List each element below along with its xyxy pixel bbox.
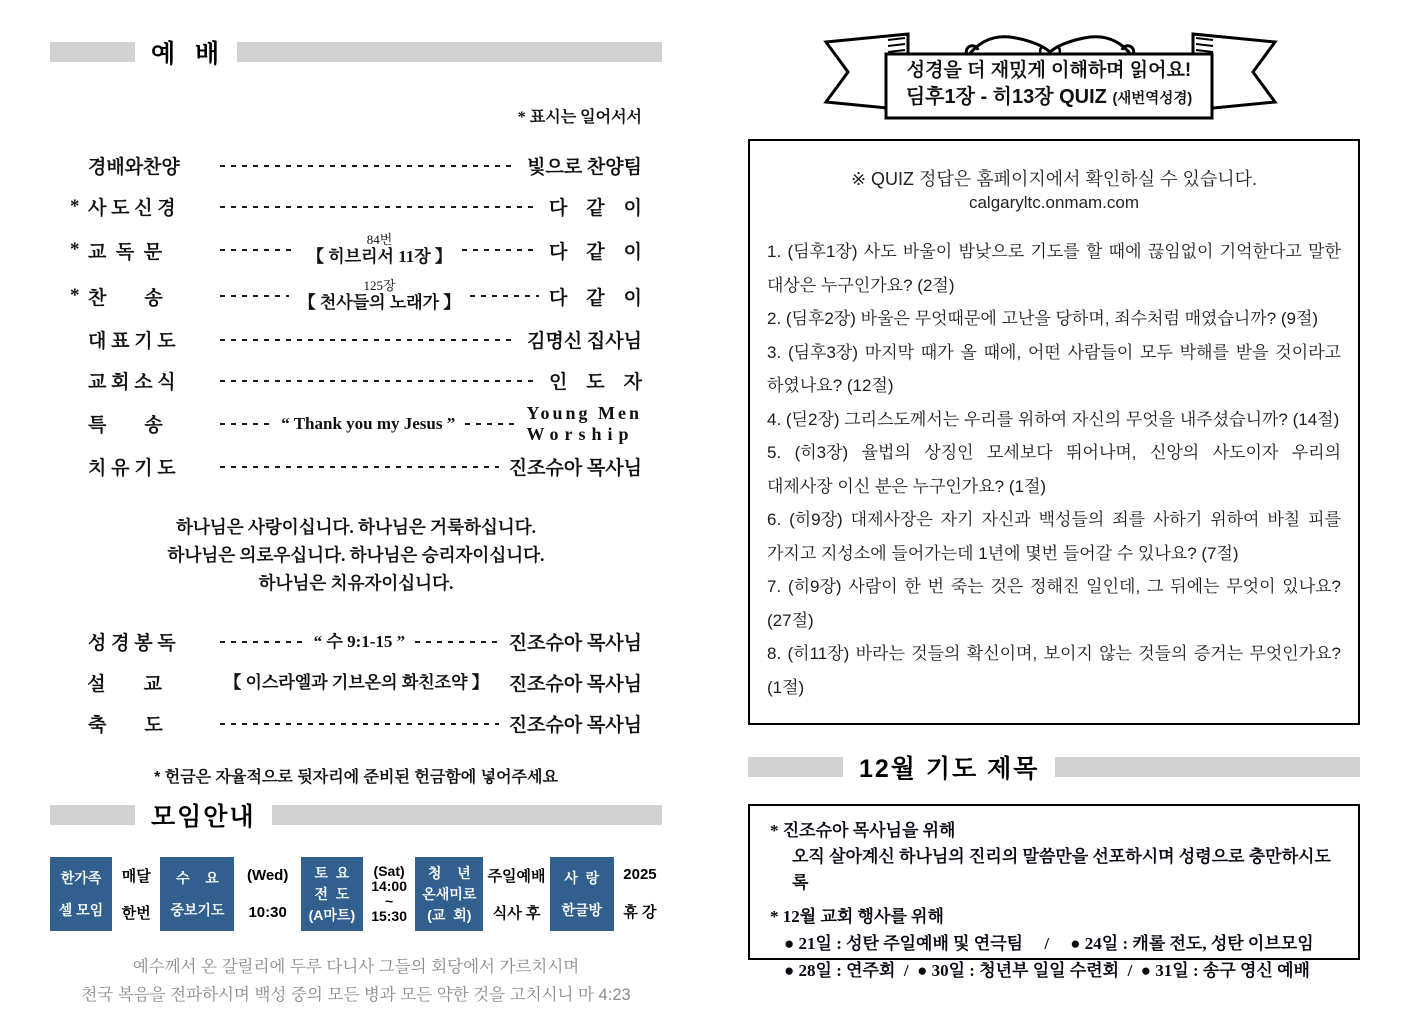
schedule-box-youth-group	[415, 857, 483, 931]
prayer-item1-body: 오직 살아계신 하나님의 진리의 말씀만을 선포하시며 성령으로 충만하시도록	[792, 847, 1331, 892]
prayer-box	[748, 804, 1360, 980]
worship-item-detail	[281, 414, 455, 434]
leader-dashes	[220, 295, 289, 297]
worship-item-value	[527, 403, 643, 445]
schedule-note-line: ~	[385, 893, 394, 909]
worship-order	[70, 104, 642, 744]
leader-dashes	[220, 206, 539, 208]
schedule-note-line: 15:30	[371, 908, 407, 924]
schedule-box-line: (A마트)	[308, 907, 356, 924]
worship-item-detail	[299, 279, 461, 313]
leader-dashes	[220, 380, 539, 382]
worship-item-value: 인 도 자	[548, 372, 642, 393]
worship-row-sermon	[70, 662, 642, 703]
performer-line2: Worship	[526, 423, 635, 444]
schedule-box-line: 온새미로	[422, 885, 477, 902]
worship-item-label: 교 회 소 식	[88, 372, 176, 393]
sermon-title: 【 이스라엘과 기브온의 화친조약 】	[224, 672, 489, 692]
meeting-schedule	[50, 857, 662, 931]
performer-line1: Young Men	[526, 402, 643, 423]
schedule-note-saturday-evangelism	[367, 857, 411, 931]
schedule-note-line: 14:00	[371, 878, 407, 894]
song-title: “ Thank you my Jesus ”	[281, 413, 456, 433]
worship-item-label: 치 유 기 도	[88, 458, 176, 479]
leader-dashes	[462, 249, 539, 251]
worship-row-special-song	[70, 401, 642, 446]
schedule-note-line: 2025	[623, 866, 657, 883]
reading-title: 【 히브리서 11장 】	[307, 247, 452, 266]
stand-marker: *	[70, 239, 80, 260]
hymn-number: 84번	[366, 232, 393, 247]
stand-marker: *	[70, 285, 80, 306]
verse-line: 천국 복음을 전파하시며 백성 중의 모든 병과 모든 약한 것을 고치시니 마 4:23	[81, 986, 631, 1004]
worship-item-label: 성 경 봉 독	[88, 633, 176, 654]
leader-dashes	[220, 339, 517, 341]
stand-note: * 표시는 일어서서	[517, 109, 642, 126]
hymn-number: 125장	[363, 278, 396, 293]
leader-dashes	[415, 641, 499, 643]
leader-dashes	[220, 249, 297, 251]
prayer-item2-line2: ● 28일 : 연주회 / ● 30일 : 청년부 일일 수련회 / ● 31일 : 송구 영신 예배	[784, 961, 1310, 980]
worship-item-label: 특 송	[88, 415, 163, 436]
verse-line: 예수께서 온 갈릴리에 두루 다니사 그들의 회당에서 가르치시며	[132, 958, 580, 976]
schedule-note-line: 매달	[121, 868, 151, 885]
left-page	[50, 40, 662, 1009]
leader-dashes	[220, 723, 499, 725]
worship-item-value: 진조슈아 목사님	[508, 458, 642, 479]
header-bar-left	[748, 757, 843, 777]
banner-text	[890, 58, 1208, 113]
worship-item-value: 진조슈아 목사님	[508, 633, 643, 654]
worship-row-responsive-reading	[70, 227, 642, 273]
worship-item-detail	[224, 673, 489, 693]
schedule-box-cell-meeting	[50, 857, 112, 931]
scripture-reference: “ 수 9:1-15 ”	[313, 631, 406, 651]
prayer-item2-title: * 12월 교회 행사를 위해	[770, 907, 944, 926]
schedule-box-line: 수 요	[176, 870, 219, 886]
schedule-note-wednesday-prayer	[239, 857, 297, 931]
quiz-question-7: 7. (히9장) 사람이 한 번 죽는 것은 정해진 일인데, 그 뒤에는 무엇이 있나요? (27절)	[767, 577, 1341, 630]
schedule-note-line: 휴 강	[623, 904, 657, 921]
worship-item-label: 찬 송	[88, 287, 163, 309]
worship-row-prayer	[70, 319, 642, 360]
bible-verse	[50, 953, 662, 1009]
worship-item-value: 빛으로 찬양팀	[527, 157, 642, 178]
quiz-question-3: 3. (딤후3장) 마지막 때가 올 때에, 어떤 사람들이 모두 박해를 받을 것이라고 하였나요? (12절)	[767, 342, 1341, 395]
right-page	[748, 26, 1360, 980]
affirmation-line: 하나님은 의로우십니다. 하나님은 승리자이십니다.	[167, 545, 545, 565]
banner-line2-main: 딤후1장 - 히13장 QUIZ	[905, 86, 1113, 108]
worship-item-value: 다 같 이	[548, 287, 642, 309]
schedule-box-line: 한글방	[561, 902, 603, 918]
schedule-note-line: 주일예배	[487, 868, 546, 885]
worship-item-label: 경배와찬양	[88, 157, 180, 178]
worship-title: 예 배	[151, 40, 222, 68]
header-bar-right	[1055, 757, 1360, 777]
leader-dashes	[220, 423, 271, 425]
worship-row-hymn	[70, 273, 642, 319]
affirmation-block	[70, 513, 642, 597]
quiz-question-5: 5. (히3장) 율법의 상징인 모세보다 뛰어나며, 신앙의 사도이자 우리의 대제사장 이신 분은 누구인가요? (1절)	[767, 443, 1341, 496]
worship-item-label: 사 도 신 경	[88, 198, 176, 219]
schedule-box-line: 한가족	[60, 870, 102, 886]
quiz-question-2: 2. (딤후2장) 바울은 무엇때문에 고난을 당하며, 죄수처럼 매였습니까? (9절)	[767, 309, 1319, 328]
banner-line2-suffix: (새번역성경)	[1112, 91, 1193, 107]
meeting-title: 모임안내	[151, 803, 256, 831]
leader-dashes	[470, 295, 539, 297]
prayer-title: 12월 기도 제목	[859, 755, 1040, 783]
schedule-note-line: (Sat)	[373, 863, 405, 879]
schedule-note-korean-class	[618, 857, 662, 931]
prayer-item1-title: * 진조슈아 목사님을 위해	[770, 821, 956, 840]
worship-item-detail	[307, 233, 452, 267]
schedule-box-line: 셀 모임	[58, 902, 104, 918]
worship-row-creed	[70, 186, 642, 227]
leader-dashes	[465, 423, 516, 425]
banner-line1: 성경을 더 재밌게 이해하며 읽어요!	[906, 60, 1192, 81]
quiz-website: calgaryltc.onmam.com	[968, 193, 1140, 212]
worship-row-healing-prayer	[70, 446, 642, 487]
prayer-section-header	[748, 755, 1360, 783]
schedule-box-korean-class	[550, 857, 614, 931]
schedule-box-wednesday-prayer	[160, 857, 234, 931]
header-bar-left	[50, 805, 135, 825]
worship-item-label: 축 도	[88, 715, 163, 736]
meeting-section-header	[50, 803, 662, 831]
worship-item-value: 다 같 이	[548, 241, 643, 263]
schedule-box-line: 청 년	[428, 864, 471, 881]
affirmation-line: 하나님은 사랑이십니다. 하나님은 거룩하십니다.	[176, 517, 536, 537]
header-bar-right	[272, 805, 662, 825]
schedule-note-cell-meeting	[116, 857, 156, 931]
worship-item-value: 다 같 이	[548, 198, 642, 219]
schedule-note-line: (Wed)	[246, 867, 289, 884]
worship-item-detail	[314, 632, 406, 652]
worship-row-scripture	[70, 621, 642, 662]
quiz-question-6: 6. (히9장) 대제사장은 자기 자신과 백성들의 죄를 사하기 위하여 바칠 피를 가지고 지성소에 들어가는데 1년에 몇번 들어갈 수 있나요? (7절)	[767, 510, 1341, 563]
schedule-box-line: 중보기도	[170, 902, 225, 918]
worship-row-news	[70, 360, 642, 401]
schedule-box-line: 전 도	[314, 885, 350, 902]
worship-item-label: 설 교	[87, 674, 162, 695]
worship-item-label: 교 독 문	[88, 241, 163, 263]
prayer-item2-line1: ● 21일 : 성탄 주일예배 및 연극팀 / ● 24일 : 캐롤 전도, 성탄 이브모임	[784, 934, 1314, 953]
worship-item-value: 진조슈아 목사님	[508, 674, 642, 695]
worship-row-praise	[70, 145, 642, 186]
leader-dashes	[220, 466, 499, 468]
header-bar-left	[50, 42, 135, 62]
stand-marker: *	[70, 195, 80, 217]
worship-item-label: 대 표 기 도	[88, 331, 176, 352]
quiz-notice: ※ QUIZ 정답은 홈페이지에서 확인하실 수 있습니다.	[850, 169, 1258, 189]
schedule-note-youth-group	[488, 857, 546, 931]
schedule-box-line: 사 랑	[564, 870, 600, 886]
schedule-box-saturday-evangelism	[301, 857, 363, 931]
quiz-question-8: 8. (히11장) 바라는 것들의 확신이며, 보이지 않는 것들의 증거는 무엇인가요? (1절)	[767, 644, 1341, 697]
quiz-question-4: 4. (딛2장) 그리스도께서는 우리를 위하여 자신의 무엇을 내주셨습니까? (14절)	[767, 409, 1340, 429]
worship-row-benediction	[70, 703, 642, 744]
worship-section-header	[50, 40, 662, 68]
offering-note: * 헌금은 자율적으로 뒷자리에 준비된 헌금함에 넣어주세요	[154, 769, 558, 786]
header-bar-right	[237, 42, 662, 62]
worship-item-value: 김명신 집사님	[527, 331, 642, 352]
schedule-box-line: 토 요	[314, 864, 350, 881]
quiz-banner-ribbon	[818, 26, 1283, 126]
schedule-note-line: 10:30	[248, 904, 287, 921]
schedule-note-line: 한번	[121, 905, 151, 922]
schedule-note-line: 식사 후	[492, 905, 541, 922]
worship-item-value: 진조슈아 목사님	[508, 715, 642, 736]
schedule-box-line: (교 회)	[427, 907, 472, 924]
leader-dashes	[220, 641, 304, 643]
leader-dashes	[220, 165, 517, 167]
quiz-box	[748, 139, 1360, 725]
banner-line2	[890, 84, 1208, 113]
quiz-question-1: 1. (딤후1장) 사도 바울이 밤낮으로 기도를 할 때에 끊임없이 기억한다고 말한 대상은 누구인가요? (2절)	[767, 242, 1341, 295]
affirmation-line: 하나님은 치유자이십니다.	[258, 573, 454, 593]
hymn-title: 【 천사들의 노래가 】	[298, 293, 461, 312]
